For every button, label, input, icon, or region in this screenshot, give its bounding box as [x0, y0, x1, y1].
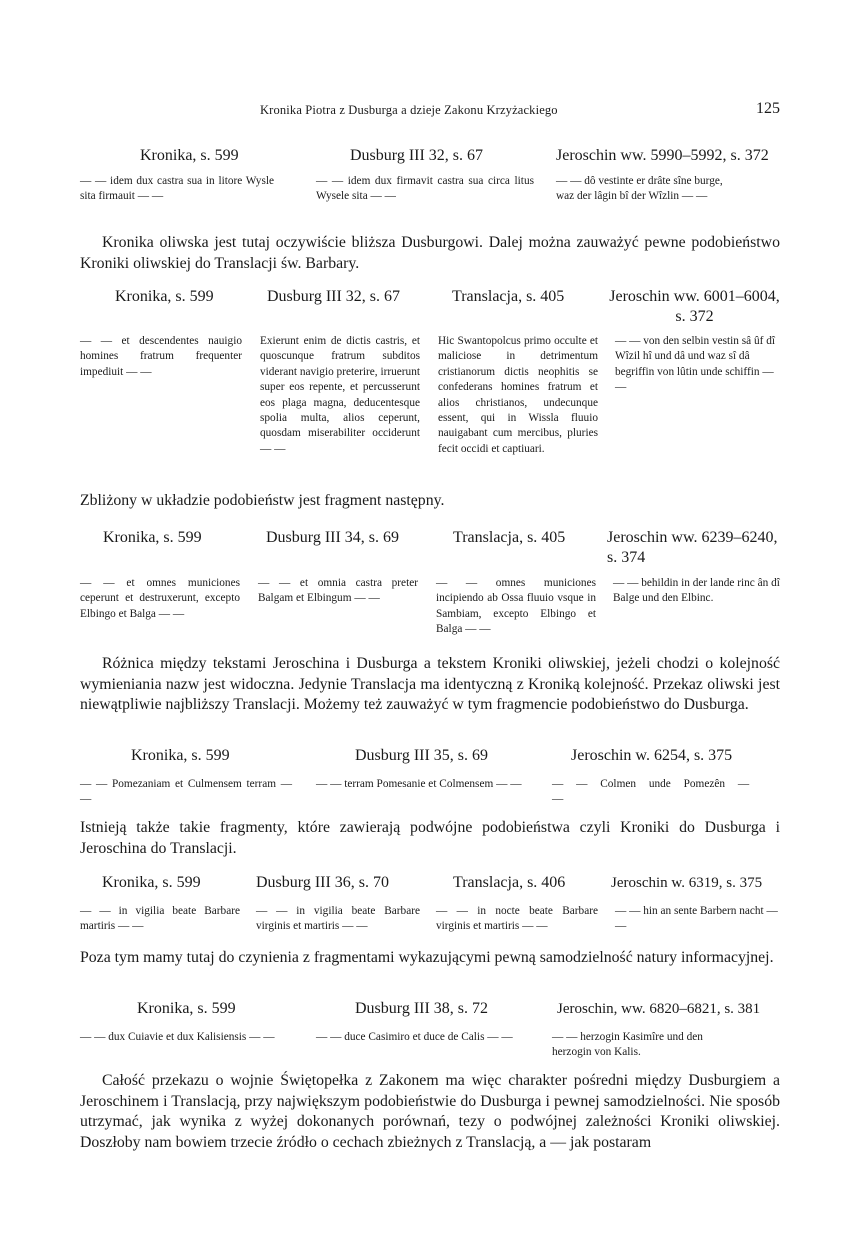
citation-translacja: Hic Swantopolcus primo occulte et maliciose in detrimentum cristianorum dictis neophitis se confederans homines fratrum et alios christianos, undecunque essent, qui in Wissla fluuio nauigabant cum mercibus, pluries fecit occidi et captiuari.: [438, 335, 598, 455]
citation-translacja: — — omnes municiones incipiendo ab Ossa fluuio vsque in Sambiam, excepto Elbingo et Balga — —: [436, 577, 596, 636]
column-heading-jeroschin: Jeroschin w. 6254, s. 375: [571, 747, 733, 764]
citation-jeroschin: — — hin an sente Barbern nacht — —: [615, 905, 778, 933]
citation-dusburg: — — duce Casimiro et duce de Calis — —: [316, 1031, 513, 1043]
column-heading-dusburg: Dusburg III 36, s. 70: [256, 874, 390, 891]
comparison-block-4: [80, 746, 780, 808]
citation-jeroschin: — — von den selbin vestin sâ ûf dî Wîzil hî und dâ und waz sî dâ begriffin von lûtin unde schiffin — —: [615, 335, 776, 394]
body-paragraph-3: Różnica między tekstami Jeroschina i Dusburga a tekstem Kroniki oliwskiej, jeżeli chodzi o kolejność wymieniania nazw jest widoczna. Jedynie Translacja ma identyczną z Kroniką kolejność. Przekaz oliwski jest niewątpliwie najbliższy Translacji. Możemy też zauważyć w tym fragmencie podobieństwo do Dusburga.: [80, 655, 780, 713]
column-heading-kronika: Kronika, s. 599: [131, 747, 230, 764]
body-paragraph-5: Poza tym mamy tutaj do czynienia z fragmentami wykazującymi pewną samodzielność natury informacyjnej.: [80, 949, 774, 966]
body-paragraph-1: Kronika oliwska jest tutaj oczywiście bliższa Dusburgowi. Dalej można zauważyć pewne podobieństwo Kroniki oliwskiej do Translacji św. Barbary.: [80, 234, 780, 272]
citation-kronika: — — dux Cuiavie et dux Kalisiensis — —: [80, 1031, 275, 1043]
citation-dusburg: — — in vigilia beate Barbare virginis et martiris — —: [256, 905, 420, 933]
column-heading-kronika: Kronika, s. 599: [115, 288, 214, 305]
citation-jeroschin: — — Colmen unde Pomezên — —: [552, 778, 750, 806]
column-heading-kronika: Kronika, s. 599: [137, 1000, 236, 1017]
body-paragraph-4: Istnieją także takie fragmenty, które zawierają podwójne podobieństwa czyli Kroniki do Dusburga i Jeroschina do Translacji.: [80, 819, 780, 857]
column-heading-jeroschin: Jeroschin, ww. 6820–6821, s. 381: [557, 1001, 761, 1017]
comparison-block-2: [80, 287, 780, 482]
column-heading-dusburg: Dusburg III 32, s. 67: [350, 147, 484, 164]
citation-kronika: — — Pomezaniam et Culmensem terram — —: [80, 778, 292, 806]
column-heading-dusburg: Dusburg III 38, s. 72: [355, 1000, 489, 1017]
citation-jeroschin: — — herzogin Kasimîre und den herzogin von Kalis.: [552, 1031, 703, 1059]
column-heading-translacja: Translacja, s. 405: [452, 288, 565, 305]
comparison-block-6: [80, 999, 780, 1061]
column-heading-dusburg: Dusburg III 32, s. 67: [267, 288, 401, 305]
column-heading-translacja: Translacja, s. 405: [453, 529, 566, 546]
body-paragraph-2: Zbliżony w układzie podobieństw jest fragment następny.: [80, 492, 445, 509]
citation-translacja: — — in nocte beate Barbare virginis et martiris — —: [436, 905, 598, 933]
column-heading-jeroschin: Jeroschin w. 6319, s. 375: [611, 875, 763, 891]
column-heading-dusburg: Dusburg III 35, s. 69: [355, 747, 489, 764]
citation-dusburg: — — terram Pomesanie et Colmensem — —: [316, 778, 522, 790]
column-heading-jeroschin: Jeroschin ww. 6001–6004, s. 372: [609, 288, 780, 325]
citation-dusburg: — — idem dux firmavit castra sua circa litus Wysele sita — —: [316, 175, 534, 203]
page-number: 125: [756, 100, 780, 117]
running-title: Kronika Piotra z Dusburga a dzieje Zakonu Krzyżackiego: [260, 103, 558, 117]
citation-kronika: — — idem dux castra sua in litore Wysle sita firmauit — —: [80, 175, 274, 203]
citation-dusburg: Exierunt enim de dictis castris, et quoscunque fratrum subditos viderant navigio preterire, irruerunt super eos repente, et percusserunt eos plaga magna, deducentesque spolia multa, alios ceperunt, quosdam miserabiliter occiderunt — —: [260, 335, 420, 455]
column-heading-jeroschin: Jeroschin ww. 6239–6240, s. 374: [607, 529, 778, 566]
column-heading-kronika: Kronika, s. 599: [103, 529, 202, 546]
column-heading-kronika: Kronika, s. 599: [140, 147, 239, 164]
citation-jeroschin: — — behildin in der lande rinc ân dî Balge und den Elbinc.: [613, 577, 780, 605]
page-header: [80, 100, 780, 123]
citation-jeroschin: — — dô vestinte er drâte sîne burge, waz der lâgin bî der Wîzlin — —: [556, 175, 723, 203]
comparison-block-1: [80, 146, 780, 224]
column-heading-translacja: Translacja, s. 406: [453, 874, 566, 891]
citation-kronika: — — in vigilia beate Barbare martiris — —: [80, 905, 240, 933]
citation-kronika: — — et descendentes nauigio homines fratrum frequenter impediuit — —: [80, 335, 242, 378]
citation-kronika: — — et omnes municiones ceperunt et destruxerunt, excepto Elbingo et Balga — —: [80, 577, 240, 620]
column-heading-dusburg: Dusburg III 34, s. 69: [266, 529, 400, 546]
body-paragraph-6: Całość przekazu o wojnie Świętopełka z Zakonem ma więc charakter pośredni między Dusburgiem a Jeroschinem i Translacją, przy największym podobieństwie do Dusburga i pewnej samodzielności. Nie sposób utrzymać, jak wynika z wyżej dokonanych porównań, tezy o podwójnej zależności Kroniki oliwskiej. Doszłoby nam bowiem trzecie źródło o cechach zbieżnych z Translacją, a — jak postaram: [80, 1072, 780, 1151]
citation-dusburg: — — et omnia castra preter Balgam et Elbingum — —: [258, 577, 418, 605]
comparison-block-5: [80, 873, 780, 935]
column-heading-kronika: Kronika, s. 599: [102, 874, 201, 891]
comparison-block-3: [80, 528, 780, 640]
column-heading-jeroschin: Jeroschin ww. 5990–5992, s. 372: [556, 147, 769, 164]
